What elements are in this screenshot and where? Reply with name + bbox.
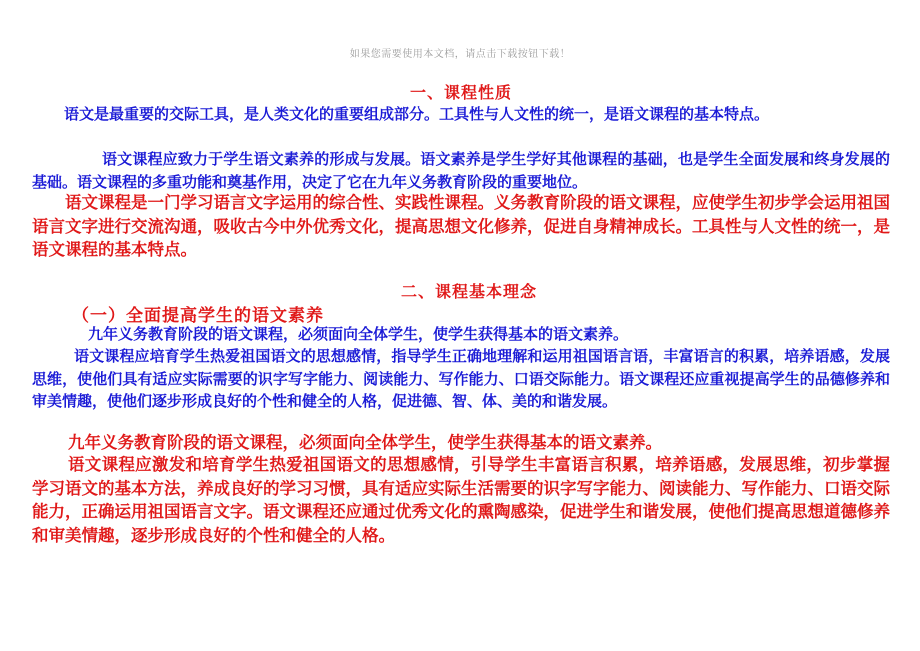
- section2-subheading: （一）全面提高学生的语文素养: [72, 306, 324, 326]
- section1-paragraph-1: 语文是最重要的交际工具，是人类文化的重要组成部分。工具性与人文性的统一，是语文课程的基本特点。: [64, 105, 770, 123]
- section2-heading: 二、课程基本理念: [400, 282, 537, 301]
- download-watermark: 如果您需要使用本文档，请点击下载按钮下载！: [349, 49, 571, 60]
- section1-heading: 一、课程性质: [409, 83, 512, 102]
- section2-paragraph-2: 语文课程应培育学生热爱祖国语文的思想感情，指导学生正确地理解和运用祖国语言语，丰富语言的积累，培养语感，发展思维，使他们具有适应实际需要的识字写字能力、阅读能力、写作能力、口语交际能力。语文课程还应重视提高学生的品德修养和审美情趣，使他们逐步形成良好的个性和健全的人格，促进德、智、体、美的和谐发展。: [32, 347, 890, 410]
- section2-paragraph-1: 九年义务教育阶段的语文课程，必须面向全体学生，使学生获得基本的语文素养。: [88, 325, 629, 343]
- section1-paragraph-3: 语文课程是一门学习语言文字运用的综合性、实践性课程。义务教育阶段的语文课程，应使学生初步学会运用祖国语言文字进行交流沟通，吸收古今中外优秀文化，提高思想文化修养，促进自身精神成长。工具性与人文性的统一，是语文课程的基本特点。: [32, 193, 890, 259]
- section2-paragraph-4: 语文课程应激发和培育学生热爱祖国语文的思想感情，引导学生丰富语言积累，培养语感，发展思维，初步掌握学习语文的基本方法，养成良好的学习习惯，具有适应实际生活需要的识字写字能力、阅读能力、写作能力、口语交际能力，正确运用祖国语言文字。语文课程还应通过优秀文化的熏陶感染，促进学生和谐发展，使他们提高思想道德修养和审美情趣，逐步形成良好的个性和健全的人格。: [32, 455, 890, 545]
- section2-paragraph-3: 九年义务教育阶段的语文课程，必须面向全体学生，使学生获得基本的语文素养。: [68, 433, 662, 452]
- section1-paragraph-2: 语文课程应致力于学生语文素养的形成与发展。语文素养是学生学好其他课程的基础，也是学生全面发展和终身发展的基础。语文课程的多重功能和奠基作用，决定了它在九年义务教育阶段的重要地位。: [32, 150, 890, 191]
